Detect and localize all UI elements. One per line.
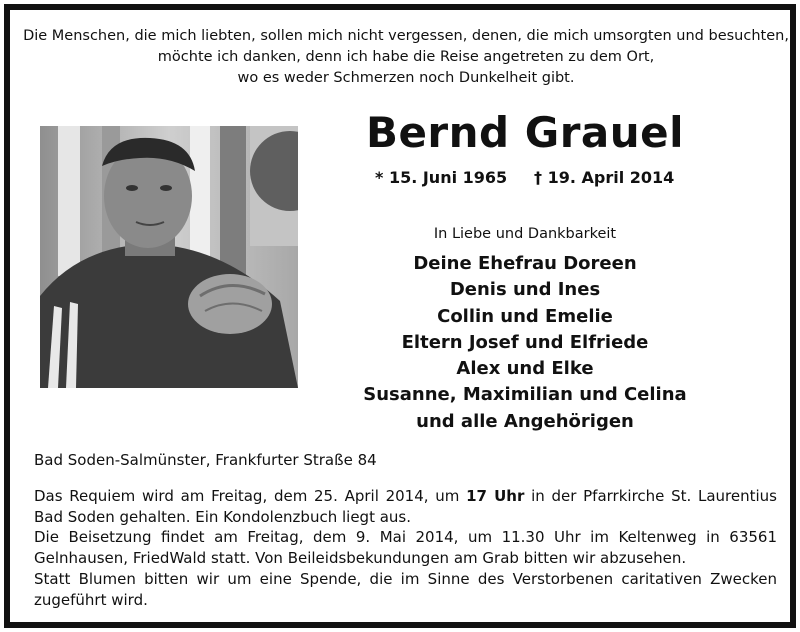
mourner-entry: und alle Angehörigen xyxy=(416,410,634,432)
requiem-paragraph xyxy=(34,486,777,527)
mourner-entry: Denis und Ines xyxy=(449,279,601,301)
mourners-list xyxy=(350,251,700,435)
mourner-entry: Eltern Josef und Elfriede xyxy=(401,331,649,353)
service-notice xyxy=(34,486,777,610)
requiem-time: 17 Uhr xyxy=(466,487,525,505)
death-date: † 19. April 2014 xyxy=(534,168,675,187)
donation-paragraph: Statt Blumen bitten wir um eine Spende, die im Sinne des Verstorbenen caritativen Zwecken zugeführt wird. xyxy=(34,569,777,609)
memorial-poem xyxy=(10,26,800,89)
poem-line: möchte ich danken, denn ich habe die Reise angetreten zu dem Ort, xyxy=(157,49,655,65)
mourner-entry: Collin und Emelie xyxy=(437,305,613,327)
burial-paragraph: Die Beisetzung findet am Freitag, dem 9. Mai 2014, um 11.30 Uhr im Keltenweg in 63561 Gelnhausen, FriedWald statt. Von Beileidsbekundungen am Grab bitten wir abzusehen. xyxy=(34,528,777,568)
dedication-line: In Liebe und Dankbarkeit xyxy=(433,226,617,242)
poem-line: wo es weder Schmerzen noch Dunkelheit gibt. xyxy=(237,70,575,86)
birth-date: * 15. Juni 1965 xyxy=(375,168,508,187)
family-address: Bad Soden-Salmünster, Frankfurter Straße 84 xyxy=(34,451,377,469)
poem-line: Die Menschen, die mich liebten, sollen mich nicht vergessen, denen, die mich umsorgten und besuchten, xyxy=(23,28,789,44)
mourner-entry: Alex und Elke xyxy=(456,358,594,380)
mourner-entry: Susanne, Maximilian und Celina xyxy=(363,384,687,406)
mourner-entry: Deine Ehefrau Doreen xyxy=(413,253,637,274)
deceased-name: Bernd Grauel xyxy=(365,108,685,157)
requiem-text-end: in der Pfarrkirche St. Laurentius Bad Soden gehalten. Ein Kondolenzbuch liegt aus. xyxy=(34,487,777,526)
obituary-frame xyxy=(4,4,796,628)
portrait-photo xyxy=(40,126,298,388)
requiem-text-start: Das Requiem wird am Freitag, dem 25. April 2014, um xyxy=(34,487,467,505)
